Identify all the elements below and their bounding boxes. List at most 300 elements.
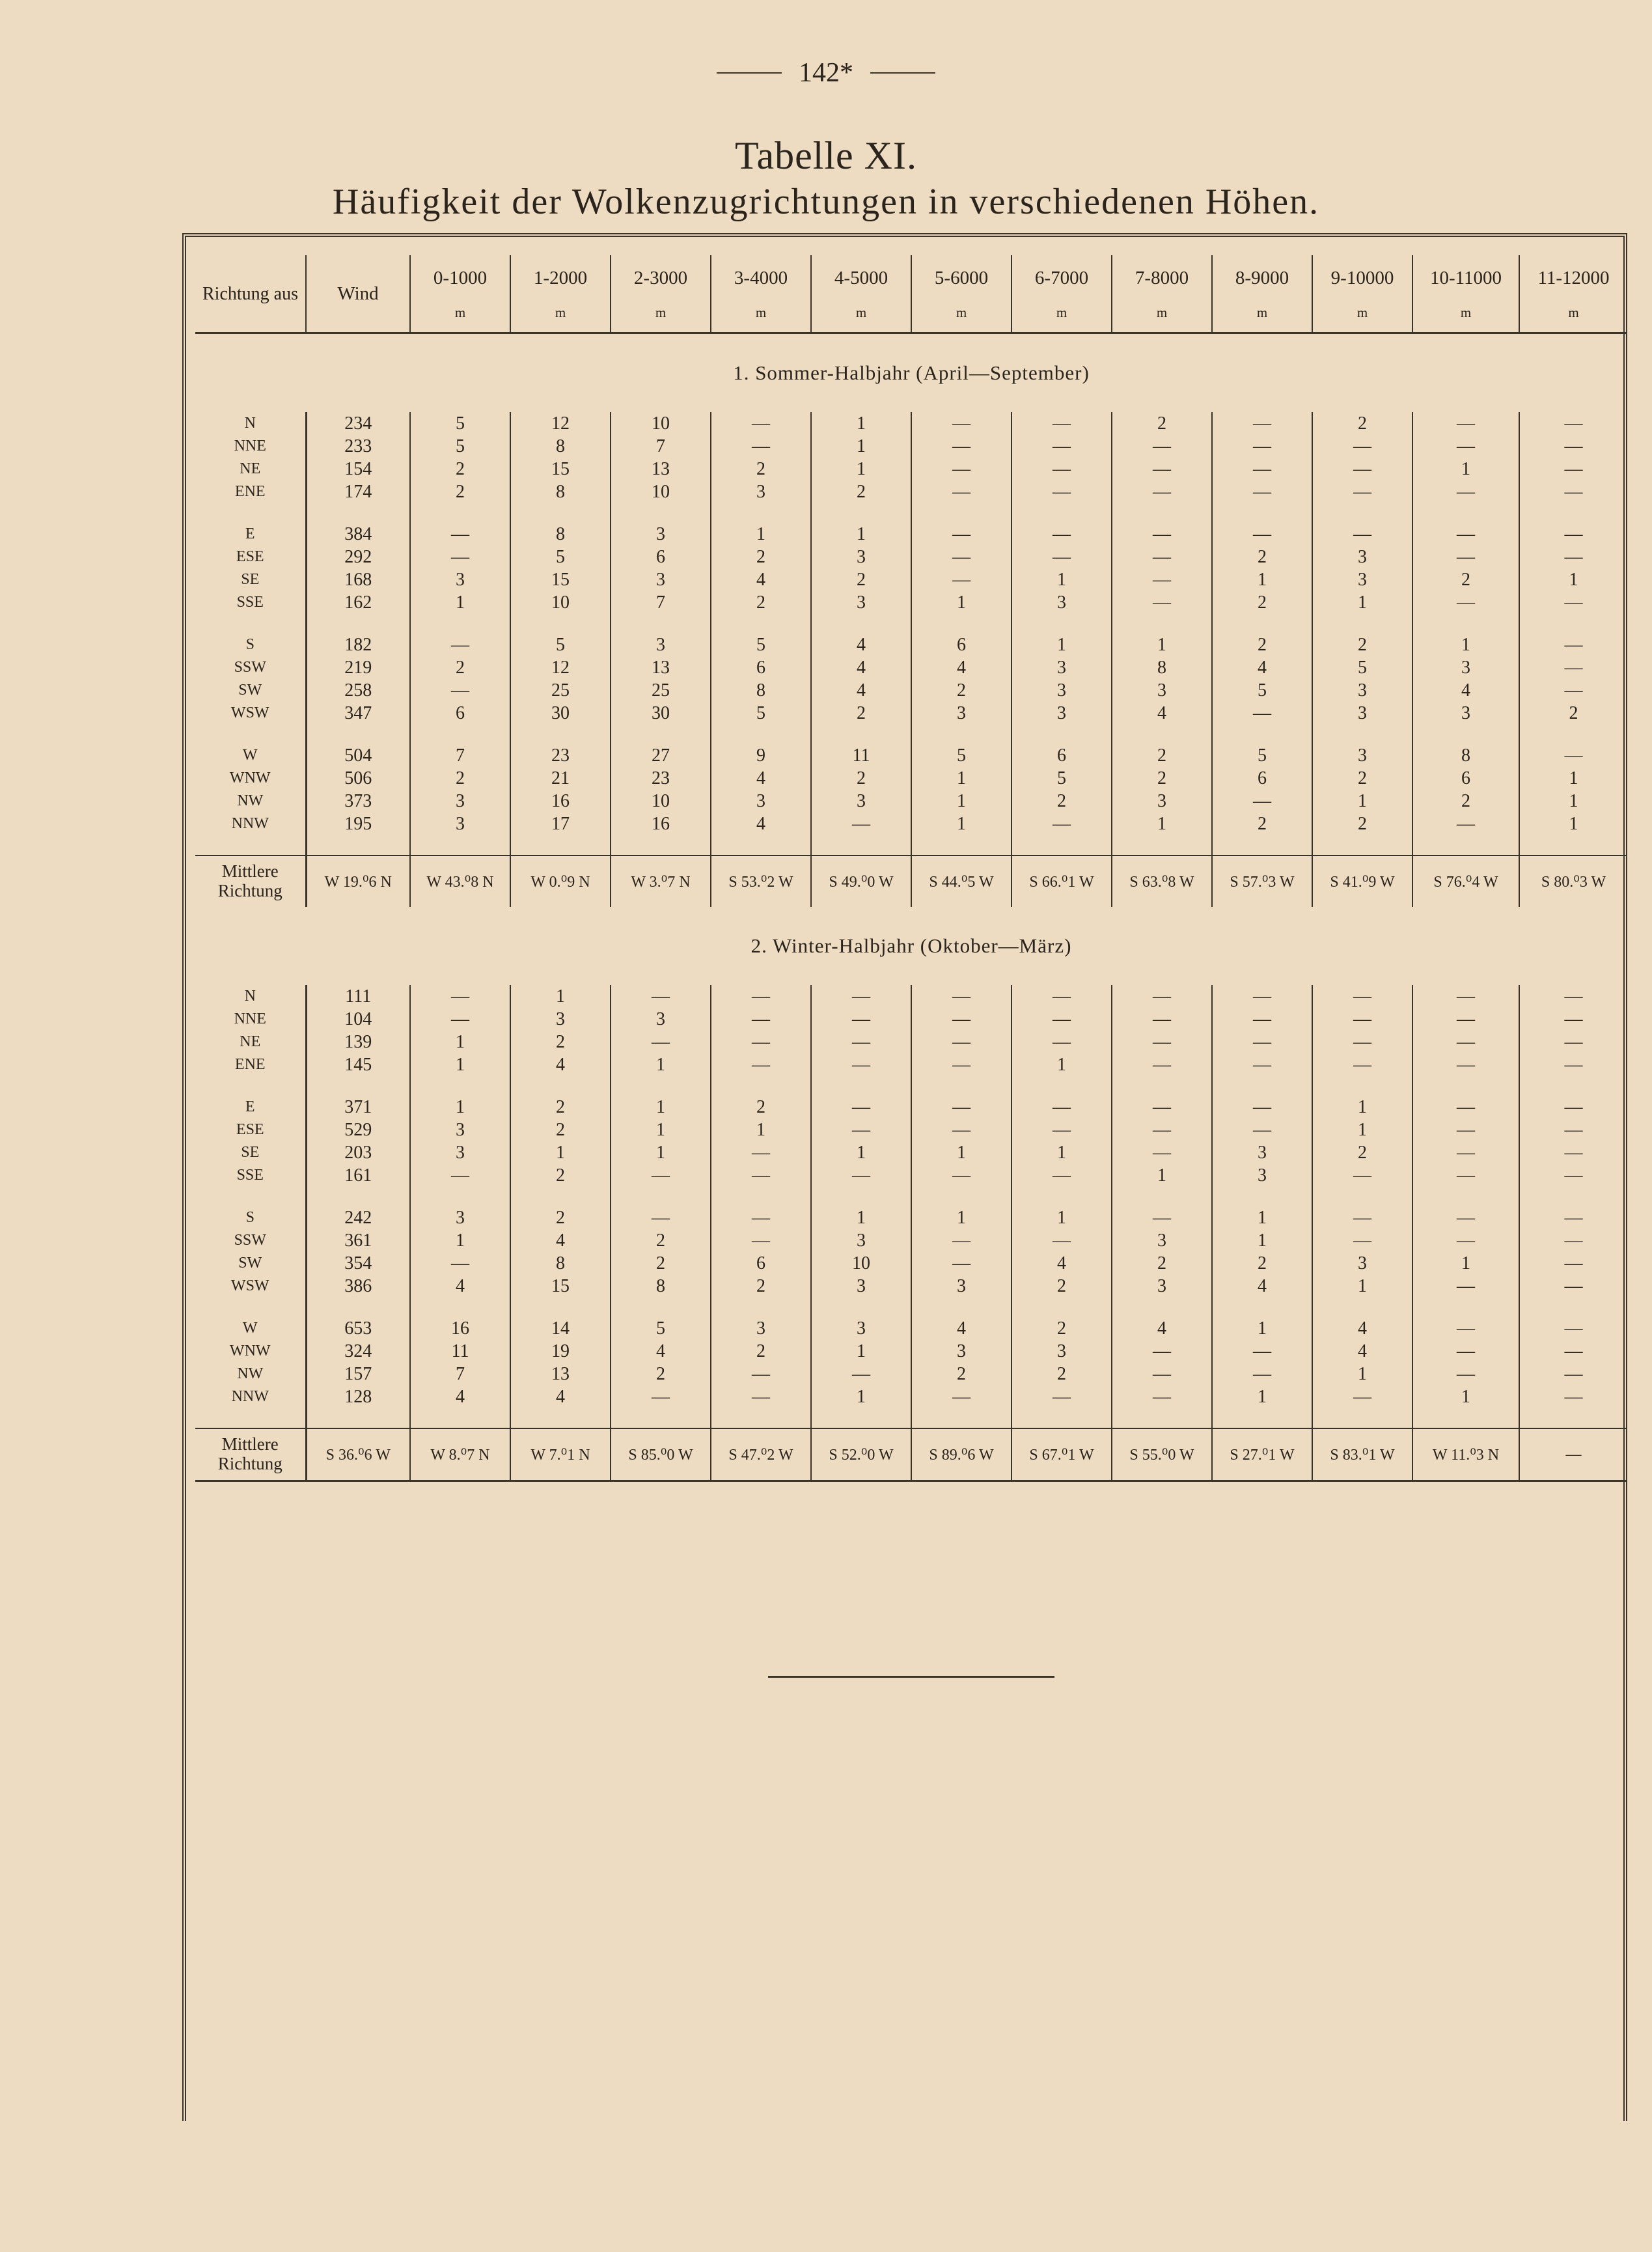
mean-direction-label: Mittlere Richtung <box>195 855 306 907</box>
table-cell: 219 <box>306 656 410 679</box>
spacer-cell <box>911 1076 1012 1096</box>
cloud-direction-table <box>195 255 1627 1486</box>
table-cell: — <box>911 1096 1012 1119</box>
table-cell: 4 <box>1312 1317 1412 1340</box>
table-cell: 3 <box>1112 1275 1212 1298</box>
spacer-cell <box>811 614 911 633</box>
table-cell: 1 <box>510 1141 611 1164</box>
table-cell: 3 <box>1212 1141 1312 1164</box>
table-cell: 3 <box>811 1275 911 1298</box>
spacer-cell <box>306 503 410 523</box>
table-cell: 3 <box>410 790 510 813</box>
table-cell: 11 <box>410 1340 510 1363</box>
table-cell: 324 <box>306 1340 410 1363</box>
header-col-11 <box>1412 255 1519 333</box>
table-cell: — <box>1312 1031 1412 1053</box>
direction-label: SSW <box>195 1229 306 1252</box>
spacer-cell <box>1212 835 1312 855</box>
table-cell: 8 <box>510 1252 611 1275</box>
table-cell: 3 <box>611 1008 711 1031</box>
table-cell: — <box>1212 412 1312 435</box>
table-cell: 1 <box>1212 1385 1312 1408</box>
spacer-row <box>195 1408 1627 1428</box>
table-cell: 292 <box>306 546 410 568</box>
table-cell: 3 <box>410 813 510 835</box>
table-cell: 3 <box>410 1141 510 1164</box>
table-cell: 3 <box>1012 1340 1112 1363</box>
spacer-cell <box>1212 503 1312 523</box>
table-cell: — <box>911 1385 1012 1408</box>
table-row <box>195 679 1627 702</box>
table-cell: — <box>911 412 1012 435</box>
table-cell: — <box>1564 481 1583 502</box>
table-cell: — <box>1564 436 1583 456</box>
table-cell: 3 <box>911 1340 1012 1363</box>
table-row <box>195 813 1627 835</box>
table-cell: — <box>410 985 510 1008</box>
spacer-cell <box>195 1298 306 1317</box>
spacer-row <box>195 1298 1627 1317</box>
spacer-cell <box>195 614 306 633</box>
table-cell: — <box>1312 458 1412 480</box>
table-row <box>195 1385 1627 1408</box>
header-unit: m <box>1256 305 1268 320</box>
spacer-cell <box>306 1408 410 1428</box>
table-cell: — <box>1412 591 1519 614</box>
table-cell: — <box>711 1031 811 1053</box>
table-cell: 5 <box>911 744 1012 767</box>
table-cell: — <box>811 1008 911 1031</box>
table-cell: 2 <box>1312 1141 1412 1164</box>
table-cell: 3 <box>611 568 711 591</box>
table-cell: — <box>1112 1096 1212 1119</box>
table-cell: 2 <box>711 1275 811 1298</box>
table-cell: — <box>1112 1008 1212 1031</box>
table-cell: 8 <box>1412 744 1519 767</box>
table-cell: 5 <box>1212 744 1312 767</box>
table-cell: — <box>1412 1317 1519 1340</box>
table-cell: — <box>1564 1253 1583 1273</box>
table-cell: 4 <box>1212 1275 1312 1298</box>
table-cell: — <box>1412 1206 1519 1229</box>
direction-label: NNW <box>195 1385 306 1408</box>
table-cell: — <box>1012 480 1112 503</box>
table-cell: 1 <box>1412 1252 1519 1275</box>
table-cell: 10 <box>611 412 711 435</box>
mean-direction-cell: S 89.⁰6 W <box>911 1428 1012 1481</box>
table-cell: 128 <box>306 1385 410 1408</box>
table-cell: 3 <box>1312 702 1412 725</box>
table-cell: 354 <box>306 1252 410 1275</box>
table-cell: — <box>1212 480 1312 503</box>
table-cell: 139 <box>306 1031 410 1053</box>
table-cell: — <box>1412 1141 1519 1164</box>
table-cell: — <box>811 1363 911 1385</box>
page-number-text: 142* <box>799 58 853 88</box>
table-cell: — <box>410 1008 510 1031</box>
table-cell: 30 <box>611 702 711 725</box>
table-cell: 1 <box>811 1385 911 1408</box>
table-cell: 3 <box>1412 702 1519 725</box>
table-cell: 1 <box>1112 633 1212 656</box>
table-cell: 1 <box>410 591 510 614</box>
table-cell: — <box>911 985 1012 1008</box>
header-col-label: 3-4000 <box>734 267 788 288</box>
table-cell: — <box>911 480 1012 503</box>
header-col-4 <box>711 255 811 333</box>
table-cell: 23 <box>611 767 711 790</box>
table-cell: — <box>1412 435 1519 458</box>
spacer-cell <box>1212 1187 1312 1206</box>
table-cell: — <box>1564 986 1583 1007</box>
table-cell: — <box>1212 1008 1312 1031</box>
table-cell: 3 <box>1312 568 1412 591</box>
table-cell: 10 <box>510 591 611 614</box>
table-cell: 2 <box>811 702 911 725</box>
spacer-cell <box>911 1298 1012 1317</box>
table-cell: — <box>1312 480 1412 503</box>
table-cell: — <box>911 523 1012 546</box>
direction-label: WNW <box>195 767 306 790</box>
table-cell: — <box>911 435 1012 458</box>
table-row <box>195 1053 1627 1076</box>
direction-label: ENE <box>195 480 306 503</box>
table-cell: — <box>1212 1340 1312 1363</box>
table-cell: 4 <box>811 656 911 679</box>
spacer-cell <box>911 614 1012 633</box>
table-cell: 1 <box>1212 568 1312 591</box>
spacer-cell <box>811 835 911 855</box>
table-cell: 203 <box>306 1141 410 1164</box>
table-cell: — <box>410 679 510 702</box>
spacer-cell <box>1012 1187 1112 1206</box>
table-cell: 1 <box>1569 790 1578 811</box>
spacer-cell <box>1412 1187 1519 1206</box>
header-unit: m <box>1156 305 1168 320</box>
table-subtitle: Häufigkeit der Wolkenzugrichtungen in verschiedenen Höhen. <box>332 182 1320 222</box>
spacer-cell <box>1519 835 1627 855</box>
table-cell: 3 <box>811 1229 911 1252</box>
table-cell: 1 <box>711 1119 811 1141</box>
spacer-cell <box>811 503 911 523</box>
spacer-cell <box>611 1076 711 1096</box>
table-cell: 2 <box>1312 813 1412 835</box>
mean-direction-cell: — <box>1519 1428 1627 1481</box>
table-cell: 2 <box>510 1031 611 1053</box>
table-header <box>195 255 1627 333</box>
table-cell: — <box>1012 1229 1112 1252</box>
table-row <box>195 702 1627 725</box>
table-cell: 3 <box>1012 702 1112 725</box>
direction-label: WSW <box>195 1275 306 1298</box>
table-cell: 2 <box>1312 412 1412 435</box>
table-cell: 1 <box>611 1119 711 1141</box>
mean-direction-cell: S 85.⁰0 W <box>611 1428 711 1481</box>
table-cell: 5 <box>510 633 611 656</box>
table-cell: 7 <box>410 744 510 767</box>
table-cell: — <box>1412 1031 1519 1053</box>
table-cell: 2 <box>1312 633 1412 656</box>
mean-direction-cell: S 55.⁰0 W <box>1112 1428 1212 1481</box>
table-cell: 12 <box>510 412 611 435</box>
spacer-cell <box>410 835 510 855</box>
table-cell: — <box>1412 1119 1519 1141</box>
table-cell: 3 <box>1012 591 1112 614</box>
section-heading-row <box>195 333 1627 413</box>
table-cell: — <box>1212 1031 1312 1053</box>
table-cell: — <box>911 568 1012 591</box>
table-cell: 1 <box>510 985 611 1008</box>
header-col-3 <box>611 255 711 333</box>
table-cell: — <box>1564 1142 1583 1163</box>
table-cell: — <box>1564 1207 1583 1228</box>
table-cell: 14 <box>510 1317 611 1340</box>
table-cell: 154 <box>306 458 410 480</box>
table-cell: 4 <box>711 813 811 835</box>
mean-direction-cell: S 27.⁰1 W <box>1212 1428 1312 1481</box>
table-cell: 1 <box>611 1096 711 1119</box>
spacer-cell <box>1112 1298 1212 1317</box>
header-col-2 <box>510 255 611 333</box>
mean-direction-cell: S 53.⁰2 W <box>711 855 811 907</box>
table-cell: 161 <box>306 1164 410 1187</box>
spacer-cell <box>811 725 911 744</box>
table-cell: — <box>1412 1275 1519 1298</box>
table-cell: — <box>1112 546 1212 568</box>
table-cell: 1 <box>1312 1275 1412 1298</box>
spacer-row <box>195 835 1627 855</box>
table-cell: 234 <box>306 412 410 435</box>
table-cell: 361 <box>306 1229 410 1252</box>
table-cell: 3 <box>510 1008 611 1031</box>
direction-label: NNW <box>195 813 306 835</box>
table-row <box>195 790 1627 813</box>
table-cell: 4 <box>1112 1317 1212 1340</box>
spacer-cell <box>1212 614 1312 633</box>
spacer-cell <box>510 1187 611 1206</box>
table-cell: 1 <box>1012 568 1112 591</box>
table-row <box>195 1096 1627 1119</box>
spacer-cell <box>811 1408 911 1428</box>
table-cell: 4 <box>410 1275 510 1298</box>
table-cell: 4 <box>510 1229 611 1252</box>
table-cell: 1 <box>1112 1164 1212 1187</box>
table-cell: — <box>1012 985 1112 1008</box>
table-cell: 371 <box>306 1096 410 1119</box>
table-row <box>195 985 1627 1008</box>
table-cell: 7 <box>611 591 711 614</box>
header-col-label: 4-5000 <box>834 267 888 288</box>
table-cell: 2 <box>1412 568 1519 591</box>
table-cell: — <box>1412 985 1519 1008</box>
mean-direction-cell: W 7.⁰1 N <box>510 1428 611 1481</box>
table-row <box>195 1229 1627 1252</box>
section-heading: 1. Sommer-Halbjahr (April—September) <box>733 361 1090 384</box>
table-row <box>195 656 1627 679</box>
spacer-cell <box>911 725 1012 744</box>
mean-direction-cell: S 63.⁰8 W <box>1112 855 1212 907</box>
table-cell: 13 <box>611 656 711 679</box>
spacer-cell <box>1212 1298 1312 1317</box>
spacer-cell <box>510 1408 611 1428</box>
spacer-cell <box>1312 503 1412 523</box>
table-cell: 5 <box>1312 656 1412 679</box>
spacer-cell <box>611 1187 711 1206</box>
table-cell: 242 <box>306 1206 410 1229</box>
table-cell: 5 <box>611 1317 711 1340</box>
table-cell: 1 <box>911 813 1012 835</box>
table-cell: 5 <box>1012 767 1112 790</box>
table-cell: 4 <box>711 568 811 591</box>
table-cell: — <box>811 1031 911 1053</box>
direction-label: E <box>195 523 306 546</box>
table-cell: — <box>1012 1119 1112 1141</box>
spacer-cell <box>1012 725 1112 744</box>
table-cell: 12 <box>510 656 611 679</box>
spacer-cell <box>911 1187 1012 1206</box>
header-col-label: 11-12000 <box>1537 267 1610 288</box>
table-cell: 19 <box>510 1340 611 1363</box>
table-cell: 258 <box>306 679 410 702</box>
table-cell: — <box>811 813 911 835</box>
table-cell: — <box>1564 1275 1583 1296</box>
header-col-8 <box>1112 255 1212 333</box>
table-cell: 4 <box>1312 1340 1412 1363</box>
table-cell: — <box>1312 1008 1412 1031</box>
spacer-cell <box>1412 1408 1519 1428</box>
table-row <box>195 1275 1627 1298</box>
mean-direction-cell: W 19.⁰6 N <box>306 855 410 907</box>
spacer-cell <box>1112 1187 1212 1206</box>
table-cell: — <box>711 985 811 1008</box>
table-row <box>195 591 1627 614</box>
spacer-row <box>195 1076 1627 1096</box>
spacer-cell <box>1519 1298 1627 1317</box>
table-cell: — <box>1412 523 1519 546</box>
table-cell: 21 <box>510 767 611 790</box>
spacer-cell <box>410 1408 510 1428</box>
spacer-cell <box>306 1298 410 1317</box>
table-cell: 1 <box>410 1053 510 1076</box>
spacer-cell <box>911 1408 1012 1428</box>
spacer-cell <box>306 1187 410 1206</box>
table-cell: 2 <box>611 1229 711 1252</box>
table-cell: 386 <box>306 1275 410 1298</box>
table-cell: 111 <box>306 985 410 1008</box>
table-cell: — <box>811 985 911 1008</box>
table-row <box>195 1164 1627 1187</box>
table-cell: 6 <box>1412 767 1519 790</box>
table-cell: — <box>1112 1363 1212 1385</box>
table-cell: — <box>1564 1230 1583 1251</box>
header-unit: m <box>454 305 466 320</box>
table-cell: 182 <box>306 633 410 656</box>
table-row <box>195 633 1627 656</box>
table-cell: — <box>1564 1031 1583 1052</box>
table-cell: 3 <box>711 480 811 503</box>
table-cell: 1 <box>1012 633 1112 656</box>
table-cell: — <box>1412 1229 1519 1252</box>
spacer-cell <box>1412 725 1519 744</box>
table-row <box>195 1119 1627 1141</box>
table-cell: — <box>1412 412 1519 435</box>
table-cell: — <box>711 412 811 435</box>
mean-direction-cell: S 36.⁰6 W <box>306 1428 410 1481</box>
table-row <box>195 1340 1627 1363</box>
table-cell: 168 <box>306 568 410 591</box>
spacer-cell <box>1312 1298 1412 1317</box>
spacer-cell <box>611 1298 711 1317</box>
table-cell: — <box>410 1252 510 1275</box>
spacer-cell <box>195 835 306 855</box>
table-cell: 1 <box>410 1229 510 1252</box>
table-cell: — <box>1564 657 1583 678</box>
table-cell: 3 <box>1012 679 1112 702</box>
spacer-cell <box>611 1408 711 1428</box>
table-cell: — <box>1112 1206 1212 1229</box>
table-cell: 3 <box>1312 546 1412 568</box>
table-cell: — <box>1112 1119 1212 1141</box>
section-heading: 2. Winter-Halbjahr (Oktober—März) <box>750 934 1072 957</box>
table-cell: 1 <box>811 435 911 458</box>
table-cell: — <box>911 1053 1012 1076</box>
table-cell: 1 <box>811 1206 911 1229</box>
table-cell: — <box>1312 1164 1412 1187</box>
table-cell: — <box>1112 458 1212 480</box>
spacer-cell <box>1012 614 1112 633</box>
spacer-cell <box>1412 614 1519 633</box>
spacer-cell <box>1412 1076 1519 1096</box>
table-body <box>195 333 1627 1486</box>
spacer-cell <box>195 725 306 744</box>
table-cell: — <box>1312 523 1412 546</box>
direction-label: SE <box>195 1141 306 1164</box>
table-cell: 6 <box>711 1252 811 1275</box>
table-cell: — <box>1112 985 1212 1008</box>
table-cell: 8 <box>510 480 611 503</box>
table-cell: — <box>1112 1340 1212 1363</box>
table-cell: — <box>1564 680 1583 701</box>
table-cell: 2 <box>711 591 811 614</box>
table-cell: 5 <box>410 435 510 458</box>
table-cell: — <box>1112 1385 1212 1408</box>
table-cell: — <box>611 1164 711 1187</box>
spacer-cell <box>410 1187 510 1206</box>
table-cell: 2 <box>410 656 510 679</box>
table-cell: 3 <box>410 1206 510 1229</box>
table-cell: 16 <box>611 813 711 835</box>
header-row <box>195 255 1627 333</box>
table-cell: — <box>1012 1385 1112 1408</box>
spacer-cell <box>1519 725 1627 744</box>
spacer-cell <box>1012 835 1112 855</box>
spacer-cell <box>611 503 711 523</box>
spacer-cell <box>510 503 611 523</box>
table-cell: — <box>1412 1363 1519 1385</box>
header-col-label: 9-10000 <box>1330 267 1394 288</box>
table-cell: 3 <box>1112 1229 1212 1252</box>
spacer-cell <box>410 1076 510 1096</box>
table-cell: — <box>1312 1206 1412 1229</box>
table-cell: 8 <box>711 679 811 702</box>
table-row <box>195 546 1627 568</box>
header-col-5 <box>811 255 911 333</box>
table-title: Tabelle XI. <box>734 134 917 177</box>
table-end-rule <box>195 1481 1627 1486</box>
table-cell: 3 <box>1212 1164 1312 1187</box>
table-cell: 1 <box>1012 1206 1112 1229</box>
table-cell: — <box>1112 523 1212 546</box>
